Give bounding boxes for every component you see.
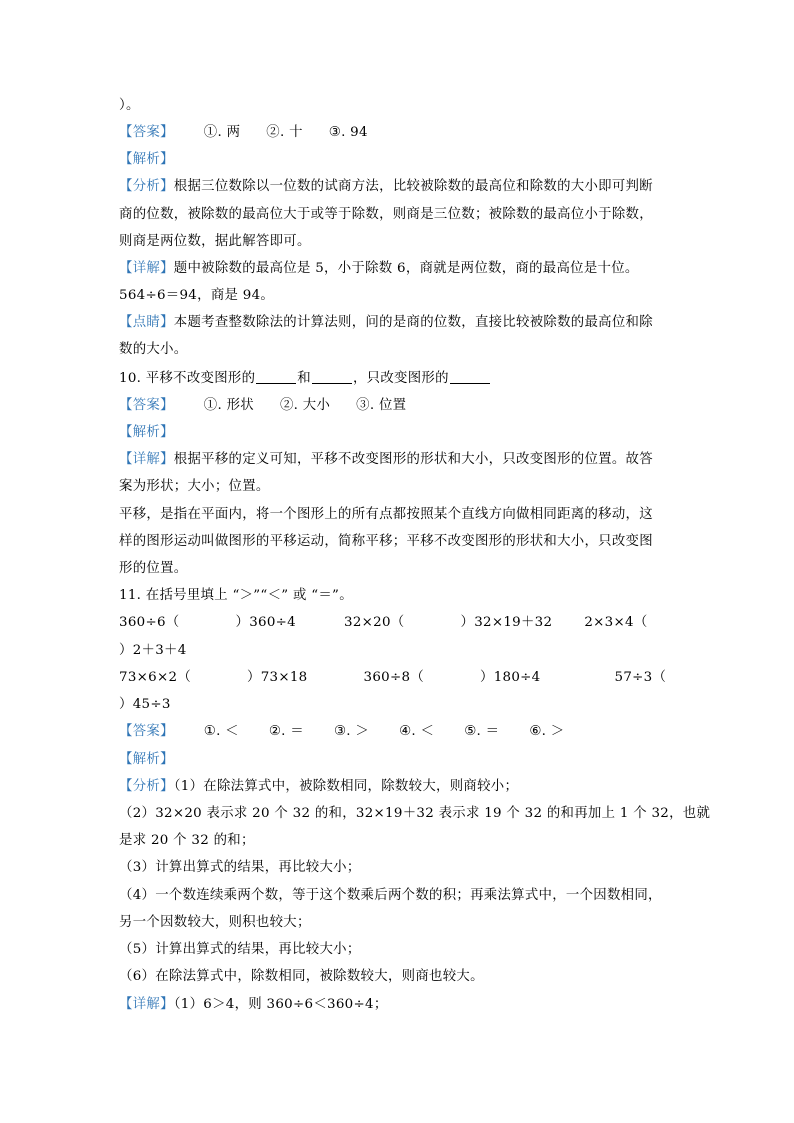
analysis-heading [119,424,174,442]
blank-field [312,369,352,384]
text-line: （3）计算出算式的结果，再比较大小； [119,860,361,875]
comparison-row [119,669,666,687]
answer-item: ⑥. ＞ [529,724,565,739]
text-line: 平移，是指在平面内，将一个图形上的所有点都按照某个直线方向做相同距离的移动，这 [119,507,653,522]
blank-field [256,369,296,384]
text-line: 形的位置。 [119,561,188,576]
note-text: 本题考查整数除法的计算法则，问的是商的位数，直接比较被除数的最高位和除 [173,315,653,330]
analysis-heading [119,151,174,169]
detail-tag: 【详解】 [119,997,174,1012]
expr: 32×20（ [344,615,405,630]
answer-item: ①. ＜ [203,724,239,739]
answer-item: ①. 两 [203,125,241,140]
text-line: ）。 [119,98,140,113]
text-line: （2）32×20 表示求 20 个 32 的和，32×19＋32 表示求 19 个 32 的和再加上 1 个 32，也就 [119,806,711,821]
answer-item: ④. ＜ [399,724,435,739]
comparison-row: ）45÷3 [119,697,171,712]
analysis-tag: 【解析】 [119,752,174,767]
answer-line [119,124,368,142]
expr: 2×3×4（ [584,615,648,630]
text-line: 样的图形运动叫做图形的平移运动，简称平移；平移不改变图形的形状和大小，只改变图 [119,534,653,549]
text-line: 则商是两位数，据此解答即可。 [119,234,311,249]
question-10 [119,369,491,388]
expr: ）180÷4 [480,670,541,685]
text-line: （6）在除法算式中，除数相同，被除数较大，则商也较大。 [119,969,484,984]
comparison-row: ）2＋3＋4 [119,643,187,658]
answer-item: ①. 形状 [203,398,254,413]
question-text: 和 [297,371,311,386]
analysis-tag: 【解析】 [119,425,174,440]
answer-item: ②. 十 [266,125,303,140]
text-line [119,996,388,1014]
text-line: （4）一个数连续乘两个数，等于这个数乘后两个数的积；再乘法算式中，一个因数相同， [119,888,662,903]
text-line: （5）计算出算式的结果，再比较大小； [119,942,361,957]
expr: 57÷3（ [614,670,667,685]
text-line [119,314,653,332]
question-text: 10. 平移不改变图形的 [119,371,256,386]
analysis-tag: 【分析】 [119,179,174,194]
text-line [119,778,518,796]
text-line: 564÷6＝94，商是 94。 [119,288,275,303]
text-line [119,178,653,196]
expr: ）360÷4 [235,615,296,630]
answer-item: ③. 94 [328,125,368,140]
question-11: 11. 在括号里填上 “＞”“＜” 或 “＝”。 [119,588,353,603]
note-tag: 【点睛】 [119,315,174,330]
answer-tag: 【答案】 [119,724,174,739]
detail-tag: 【详解】 [119,452,174,467]
analysis-text: （1）在除法算式中，被除数相同，除数较大，则商较小； [173,779,519,794]
text-line: 商的位数，被除数的最高位大于或等于除数，则商是三位数；被除数的最高位小于除数， [119,207,653,222]
text-line [119,260,639,278]
text-line [119,451,653,469]
expr: 73×6×2（ [119,670,192,685]
answer-item: ③. 位置 [356,398,407,413]
answer-tag: 【答案】 [119,398,174,413]
detail-text: （1）6＞4，则 360÷6＜360÷4； [173,997,388,1012]
comparison-row [119,614,648,632]
answer-item: ③. ＞ [333,724,370,739]
expr: 360÷8（ [363,670,425,685]
analysis-heading [119,751,174,769]
answer-line [119,397,406,415]
analysis-tag: 【解析】 [119,152,174,167]
answer-line [119,723,564,741]
expr: 360÷6（ [119,615,180,630]
answer-tag: 【答案】 [119,125,174,140]
expr: ）32×19＋32 [460,615,553,630]
blank-field [450,369,490,384]
question-text: ，只改变图形的 [352,371,449,386]
text-line: 是求 20 个 32 的和； [119,833,255,848]
analysis-text: 根据三位数除以一位数的试商方法，比较被除数的最高位和除数的大小即可判断 [173,179,653,194]
analysis-tag: 【分析】 [119,779,174,794]
answer-item: ②. 大小 [279,398,331,413]
detail-text: 根据平移的定义可知，平移不改变图形的形状和大小，只改变图形的位置。故答 [173,452,653,467]
text-line: 数的大小。 [119,342,188,357]
text-line: 案为形状；大小；位置。 [119,479,270,494]
answer-item: ②. ＝ [268,724,304,739]
text-line: 另一个因数较大，则积也较大； [119,915,311,930]
detail-text: 题中被除数的最高位是 5，小于除数 6，商就是两位数，商的最高位是十位。 [173,261,639,276]
expr: ）73×18 [247,670,308,685]
answer-item: ⑤. ＝ [464,724,500,739]
detail-tag: 【详解】 [119,261,174,276]
